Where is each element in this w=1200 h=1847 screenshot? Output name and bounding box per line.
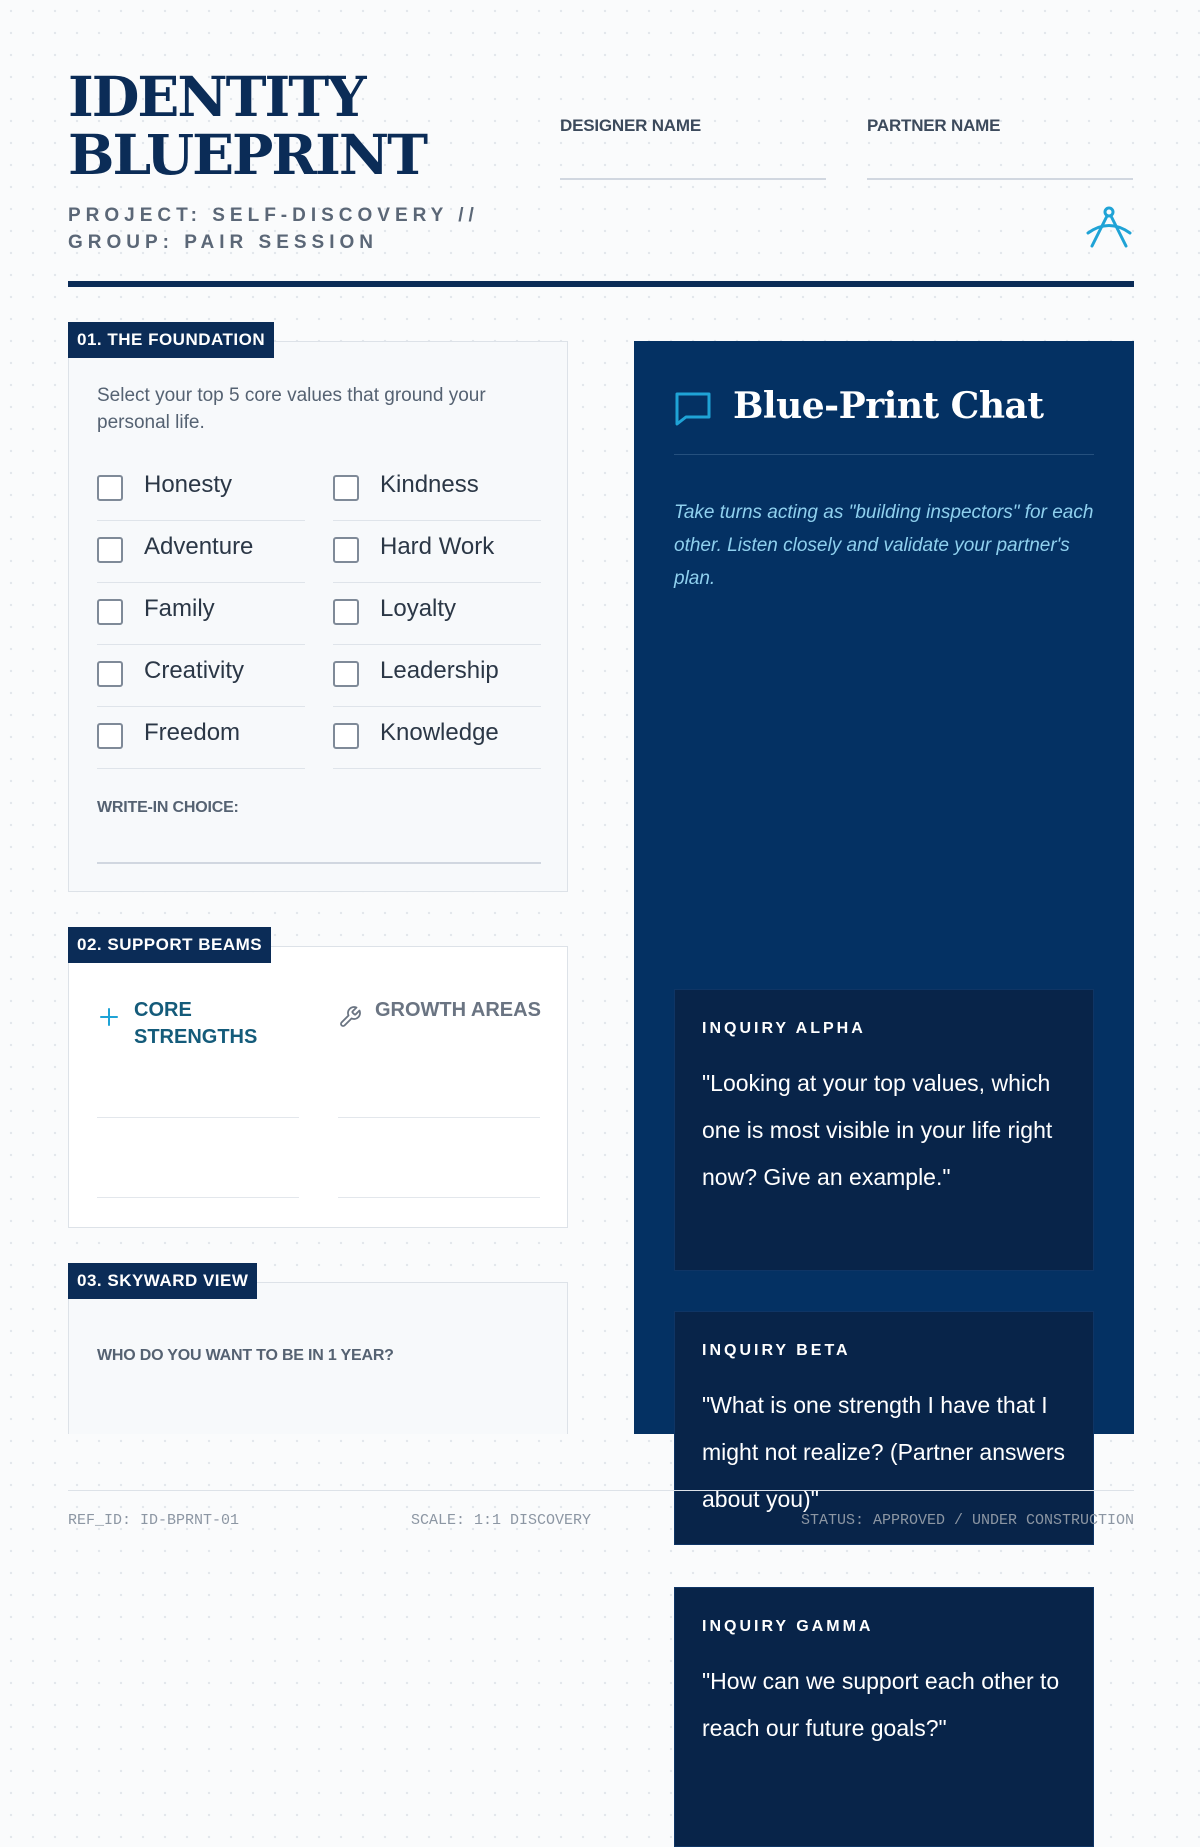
project-subtitle xyxy=(68,202,479,256)
value-checkbox[interactable] xyxy=(333,475,359,501)
footer-status: STATUS: APPROVED / UNDER CONSTRUCTION xyxy=(800,1512,1134,1529)
designer-name-field[interactable] xyxy=(560,116,826,180)
value-item[interactable] xyxy=(97,707,305,769)
footer-scale: SCALE: 1:1 DISCOVERY xyxy=(411,1512,592,1529)
core-strength-line[interactable] xyxy=(97,1117,299,1118)
value-label: Adventure xyxy=(144,533,254,560)
compass-icon xyxy=(1084,202,1134,250)
value-checkbox[interactable] xyxy=(97,599,123,625)
value-item[interactable] xyxy=(333,583,541,645)
writein-input[interactable] xyxy=(97,862,541,864)
title-line-1: IDENTITY xyxy=(68,64,365,129)
inquiry-label: INQUIRY GAMMA xyxy=(702,1618,874,1635)
inquiry-label: INQUIRY ALPHA xyxy=(702,1020,866,1037)
value-label: Hard Work xyxy=(380,533,495,560)
inquiry-card-alpha xyxy=(674,989,1094,1271)
value-label: Kindness xyxy=(380,471,479,498)
value-label: Honesty xyxy=(144,471,233,498)
designer-name-input[interactable] xyxy=(560,136,826,180)
writein-label: WRITE-IN CHOICE: xyxy=(97,799,239,816)
skyward-view-tag: 03. SKYWARD VIEW xyxy=(68,1263,257,1299)
subtitle-line-1: PROJECT: SELF-DISCOVERY // xyxy=(68,205,479,226)
header-divider xyxy=(68,281,1134,287)
growth-area-line[interactable] xyxy=(338,1197,540,1198)
value-checkbox[interactable] xyxy=(333,723,359,749)
skyward-question: WHO DO YOU WANT TO BE IN 1 YEAR? xyxy=(97,1347,394,1364)
growth-area-line[interactable] xyxy=(338,1117,540,1118)
value-item[interactable] xyxy=(333,521,541,583)
footer-divider xyxy=(68,1490,1134,1491)
value-checkbox[interactable] xyxy=(333,537,359,563)
value-label: Freedom xyxy=(144,719,241,746)
skyward-view-card xyxy=(68,1271,568,1434)
chat-header xyxy=(674,385,1094,455)
core-strengths-label: CORE STRENGTHS xyxy=(134,999,258,1048)
inquiry-text: "How can we support each other to reach our future goals?" xyxy=(702,1668,1060,1741)
support-beams-tag: 02. SUPPORT BEAMS xyxy=(68,927,271,963)
inquiry-text: "What is one strength I have that I might not realize? (Partner answers about you)" xyxy=(702,1392,1066,1512)
partner-name-field[interactable] xyxy=(867,116,1133,180)
value-checkbox[interactable] xyxy=(97,537,123,563)
value-item[interactable] xyxy=(333,707,541,769)
value-label: Leadership xyxy=(380,657,499,684)
value-checkbox[interactable] xyxy=(97,661,123,687)
worksheet-page xyxy=(68,0,1134,1741)
value-label: Loyalty xyxy=(380,595,457,622)
growth-areas-label: GROWTH AREAS xyxy=(375,999,541,1021)
chat-title: Blue-Print Chat xyxy=(733,385,1044,427)
page-title xyxy=(68,64,427,187)
value-item[interactable] xyxy=(333,459,541,521)
value-checkbox[interactable] xyxy=(333,661,359,687)
value-item[interactable] xyxy=(97,459,305,521)
value-item[interactable] xyxy=(97,645,305,707)
wrench-icon xyxy=(338,1005,362,1029)
plus-icon xyxy=(97,1005,121,1029)
value-label: Family xyxy=(144,595,215,622)
value-item[interactable] xyxy=(333,645,541,707)
partner-name-input[interactable] xyxy=(867,136,1133,180)
foundation-card xyxy=(68,330,568,892)
chat-intro: Take turns acting as "building inspectors" for each other. Listen closely and validate your partner's plan. xyxy=(674,502,1094,589)
inquiry-text: "Looking at your top values, which one is most visible in your life right now? Give an example." xyxy=(702,1070,1053,1190)
core-strength-line[interactable] xyxy=(97,1197,299,1198)
partner-name-label: PARTNER NAME xyxy=(867,116,1001,135)
title-line-2: BLUEPRINT xyxy=(68,122,427,187)
inquiry-card-beta xyxy=(674,1311,1094,1545)
value-label: Creativity xyxy=(144,657,245,684)
value-checkbox[interactable] xyxy=(333,599,359,625)
value-label: Knowledge xyxy=(380,719,499,746)
inquiry-label: INQUIRY BETA xyxy=(702,1342,851,1359)
subtitle-line-2: GROUP: PAIR SESSION xyxy=(68,232,379,253)
support-beams-card xyxy=(68,935,568,1228)
foundation-tag: 01. THE FOUNDATION xyxy=(68,322,274,358)
designer-name-label: DESIGNER NAME xyxy=(560,116,701,135)
chat-bubble-icon xyxy=(674,391,712,427)
footer-ref-id: REF_ID: ID-BPRNT-01 xyxy=(68,1512,240,1529)
inquiry-card-gamma xyxy=(674,1587,1094,1847)
value-checkbox[interactable] xyxy=(97,723,123,749)
value-checkbox[interactable] xyxy=(97,475,123,501)
value-item[interactable] xyxy=(97,521,305,583)
foundation-intro: Select your top 5 core values that ground your personal life. xyxy=(97,385,486,433)
value-item[interactable] xyxy=(97,583,305,645)
